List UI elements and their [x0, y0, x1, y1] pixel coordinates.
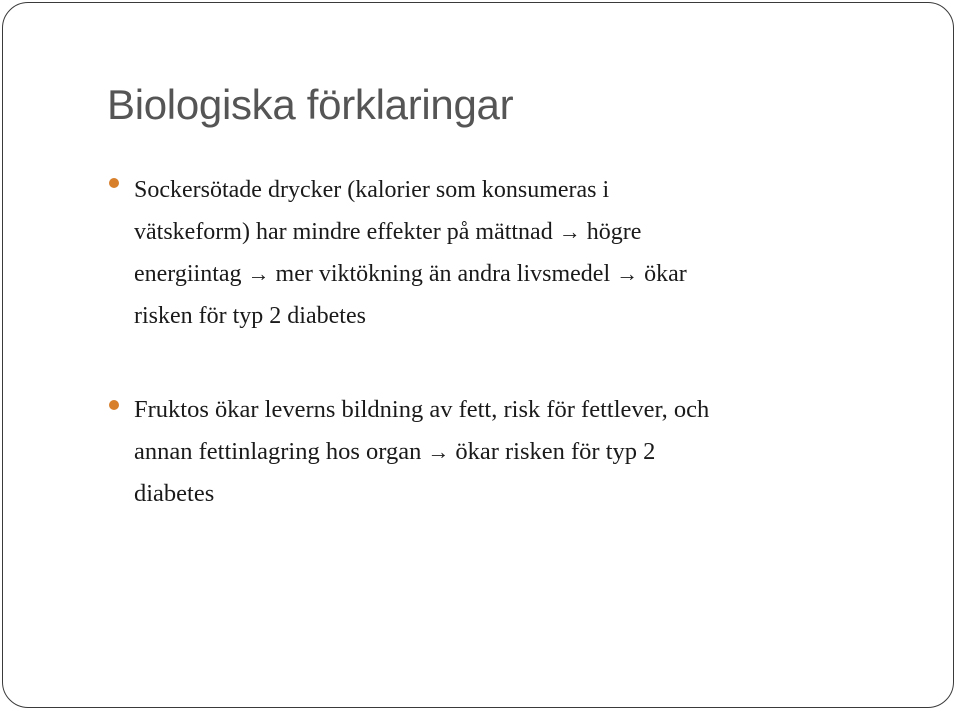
- arrow-icon: →: [558, 219, 581, 244]
- bullet-1-line-3: energiintag → mer viktökning än andra livsmedel → ökar: [134, 253, 687, 295]
- bullet-1-line-1: Sockersötade drycker (kalorier som konsumeras i: [134, 177, 610, 203]
- bullet-2-line-2: annan fettinlagring hos organ → ökar risken för typ 2: [134, 431, 709, 473]
- arrow-icon: →: [247, 261, 270, 286]
- slide-title: Biologiska förklaringar: [107, 81, 514, 128]
- bullet-text-2: [134, 389, 709, 515]
- bullet-1-line-2: vätskeform) har mindre effekter på mättnad → högre: [134, 211, 687, 253]
- arrow-icon: →: [616, 261, 639, 286]
- slide-frame: [2, 2, 954, 708]
- bullet-marker-2: [109, 400, 119, 410]
- bullet-marker-1: [109, 178, 119, 188]
- arrow-icon: →: [427, 439, 450, 464]
- bullet-1-line-4: risken för typ 2 diabetes: [134, 303, 366, 329]
- bullet-2-line-3: diabetes: [134, 480, 215, 507]
- bullet-2-line-1: Fruktos ökar leverns bildning av fett, risk för fettlever, och: [134, 396, 710, 423]
- bullet-text-1: [134, 169, 687, 337]
